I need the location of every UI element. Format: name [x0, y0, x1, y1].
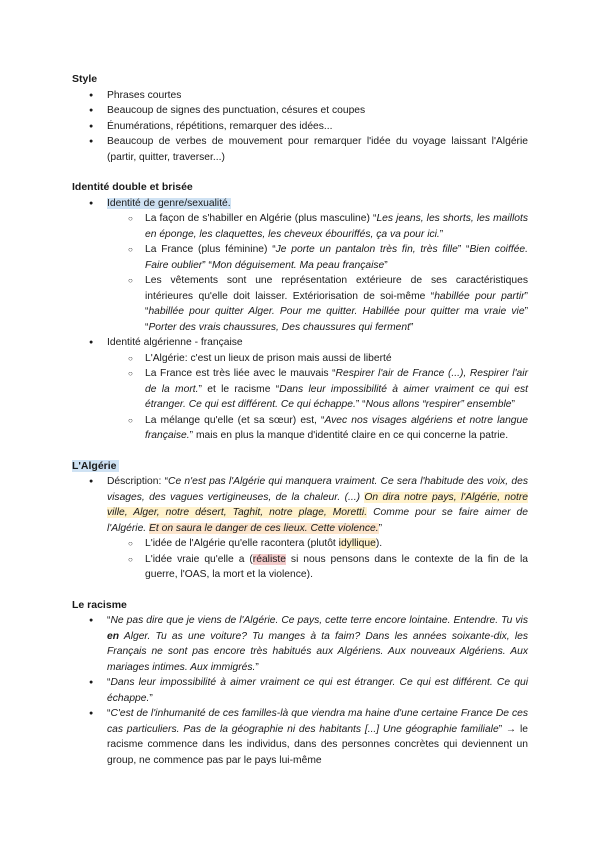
highlighted-label: Identité de genre/sexualité.	[107, 197, 231, 209]
sub-list-item: ○ L'idée de l'Algérie qu'elle racontera (plutôt idyllique).	[107, 536, 528, 552]
section-style	[72, 72, 528, 165]
section-title-identite: Identité double et brisée	[72, 181, 193, 193]
sub-list-item: ○ Les vêtements sont une représentation extérieure de ses caractéristiques intérieures qu'elle doit laisser. Extériorisation de soi-même “habillée pour partir” “habillée pour quitter Alger. Pour me quitter. Habillée pour quitter ma vraie vie” “Porter des vrais chaussures, Des chaussures qui ferment”	[107, 273, 528, 335]
list-item: ● “Ne pas dire que je viens de l'Algérie. Ce pays, cette terre encore lointaine. Entendre. Tu vis en Alger. Tu as une voiture? Tu manges à ta faim? Dans les années soixante-dix, les Français ne sont pas encore très habitués aux Algériens. Aux nouveaux Algériens. Aux mariages intimes. Aux immigrés.”	[72, 613, 528, 675]
sub-list-item: ○ L'idée vraie qu'elle a (réaliste si nous pensons dans le contexte de la fin de la guerre, l'OAS, la mort et la violence).	[107, 552, 528, 583]
sub-list-item: ○ L'Algérie: c'est un lieux de prison mais aussi de liberté	[107, 351, 528, 367]
list-item: ● “C'est de l'inhumanité de ces familles-là que viendra ma haine d'une certaine France De ces cas particuliers. Pas de la géographie ni des habitants [...] Une géographie familiale” → le racisme commence dans les individus, dans des personnes concrètes qui deviennent un group, ne commence pas par le pays lui-même	[72, 706, 528, 768]
sub-list-item: ○ La façon de s'habiller en Algérie (plus masculine) “Les jeans, les shorts, les maillots en éponge, les claquettes, les cheveux ébouriffés, ça va pour ici.”	[107, 211, 528, 242]
list-item: ● Déscription: “Ce n'est pas l'Algérie qui manquera vraiment. Ce sera l'habitude des voix, des visages, des vagues vertigineuses, de la chaleur. (...) On dira notre pays, l'Algérie, notre ville, Alger, notre désert, Taghit, notre plage, Moretti. Comme pour se faire aimer de l'Algérie. Et on saura le danger de ces lieux. Cette violence.” ○ L'idée de l'Algérie qu'elle racontera (plutôt idyllique). ○ L'idée vraie qu'elle a (réaliste si nous pensons dans le contexte de la fin de la guerre, l'OAS, la mort et la violence).	[72, 474, 528, 583]
sub-list-item: ○ La France est très liée avec le mauvais “Respirer l'air de France (...), Respirer l'air de la mort.” et le racisme “Dans leur impossibilité à aimer vraiment ce qui est étranger. Ce qui est différent. Ce qui échappe.” “Nous allons “respirer” ensemble”	[107, 366, 528, 413]
list-item: ● Beaucoup de signes des punctuation, césures et coupes	[72, 103, 528, 119]
list-item: ● Identité algérienne - française ○ L'Algérie: c'est un lieux de prison mais aussi de liberté ○ La France est très liée avec le mauvais “Respirer l'air de France (...), Respirer l'air de la mort.” et le racisme “Dans leur impossibilité à aimer vraiment ce qui est étranger. Ce qui est différent. Ce qui échappe.” “Nous allons “respirer” ensemble” ○ La mélange qu'elle (et sa sœur) est, “Avec nos visages algériens et notre langue française.” mais en plus la manque d'identité claire en ce qui concerne la patrie.	[72, 335, 528, 444]
list-item: ● “Dans leur impossibilité à aimer vraiment ce qui est étranger. Ce qui est différent. Ce qui échappe.”	[72, 675, 528, 706]
list-item	[72, 196, 528, 336]
sub-list-item: ○ La mélange qu'elle (et sa sœur) est, “Avec nos visages algériens et notre langue française.” mais en plus la manque d'identité claire en ce qui concerne la patrie.	[107, 413, 528, 444]
section-title-racisme: Le racisme	[72, 598, 127, 611]
section-title-style: Style	[72, 73, 98, 85]
list-item: ● Énumérations, répétitions, remarquer des idées...	[72, 119, 528, 135]
section-racisme	[72, 598, 528, 769]
document-page	[72, 72, 528, 783]
sub-list-item: ○ La France (plus féminine) “Je porte un pantalon très fin, très fille” “Bien coiffée. Faire oublier” “Mon déguisement. Ma peau française”	[107, 242, 528, 273]
section-title-algerie: L'Algérie	[72, 459, 117, 472]
list-item: ● Beaucoup de verbes de mouvement pour remarquer l'idée du voyage laissant l'Algérie (partir, quitter, traverser...)	[72, 134, 528, 165]
section-algerie	[72, 459, 528, 583]
list-item: ● Phrases courtes	[72, 88, 528, 104]
section-identite	[72, 180, 528, 444]
